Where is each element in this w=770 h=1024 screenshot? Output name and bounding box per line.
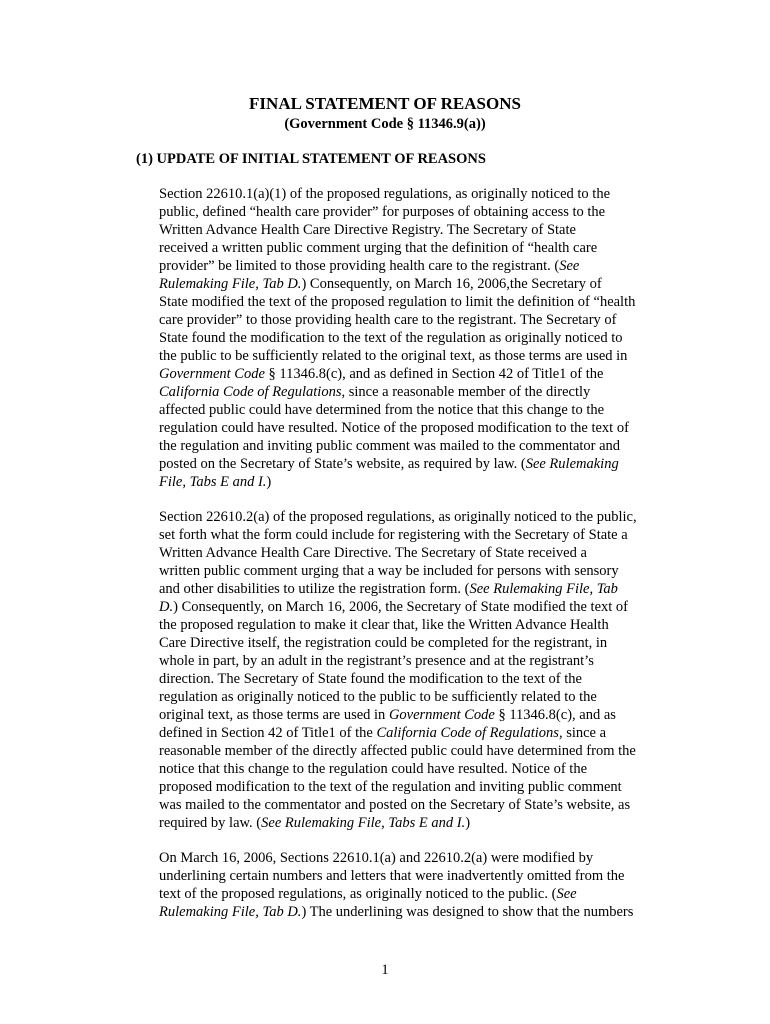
text-line [159, 329, 635, 347]
text-run: , since a [558, 725, 607, 741]
text-run: was mailed to the commentator and posted on the Secretary of State’s website, as [159, 797, 631, 813]
text-run: the public to be sufficiently related to the original text, as those terms are used in [159, 348, 628, 364]
text-line [159, 275, 635, 293]
text-run: text of the proposed regulations, as originally noticed to the public. ( [159, 886, 557, 902]
italic-text: File, Tabs E and I. [159, 474, 267, 490]
text-line [159, 796, 637, 814]
text-line [159, 257, 635, 275]
text-line [159, 778, 637, 796]
text-run: written public comment urging that a way be included for persons with sensory [159, 563, 619, 579]
page-number: 1 [381, 962, 389, 978]
italic-text: Government Code [388, 707, 495, 723]
text-run: Written Advance Health Care Directive. The Secretary of State received a [159, 545, 587, 561]
text-line [159, 580, 637, 598]
text-run: and other disabilities to utilize the registration form. ( [159, 581, 470, 597]
text-run: public, defined “health care provider” for purposes of obtaining access to the [159, 204, 606, 220]
document-title: FINAL STATEMENT OF REASONS [249, 94, 521, 113]
text-line [159, 724, 637, 742]
text-line [159, 616, 637, 634]
italic-text: See Rulemaking File, Tabs E and I. [261, 815, 466, 831]
text-line [159, 383, 635, 401]
text-run: § 11346.8(c), and as defined in Section 42 of Title1 of the [264, 366, 604, 382]
italic-text: Rulemaking File, Tab D. [159, 904, 302, 920]
text-line [159, 634, 637, 652]
text-run: ) Consequently, on March 16, 2006, the Secretary of State modified the text of [173, 599, 628, 615]
text-run: Section 22610.2(a) of the proposed regulations, as originally noticed to the public, [159, 509, 637, 525]
text-run: On March 16, 2006, Sections 22610.1(a) and 22610.2(a) were modified by [159, 850, 594, 866]
text-run: the proposed regulation to make it clear that, like the Written Advance Health [159, 617, 609, 633]
text-run: posted on the Secretary of State’s website, as required by law. ( [159, 456, 526, 472]
paragraph [159, 508, 637, 832]
text-line [159, 867, 633, 885]
text-run: State modified the text of the proposed regulation to limit the definition of “health [159, 294, 636, 310]
text-run: , since a reasonable member of the directly [341, 384, 591, 400]
text-run: Written Advance Health Care Directive Registry. The Secretary of State [159, 222, 576, 238]
text-line [159, 508, 637, 526]
text-run: care provider” to those providing health care to the registrant. The Secretary of [159, 312, 617, 328]
italic-text: See [556, 886, 577, 902]
text-run: underlining certain numbers and letters that were inadvertently omitted from the [159, 868, 625, 884]
text-line [159, 419, 635, 437]
text-run: affected public could have determined from the notice that this change to the [159, 402, 605, 418]
text-run: State found the modification to the text of the regulation as originally noticed to [159, 330, 623, 346]
text-line [159, 706, 637, 724]
text-run: proposed modification to the text of the regulation and inviting public comment [159, 779, 622, 795]
italic-text: See Rulemaking [525, 456, 619, 472]
text-run: ) The underlining was designed to show that the numbers [301, 904, 634, 920]
text-line [159, 185, 635, 203]
text-run: Care Directive itself, the registration could be completed for the registrant, in [159, 635, 608, 651]
text-run: § 11346.8(c), and as [494, 707, 616, 723]
text-line [159, 849, 633, 867]
text-run: notice that this change to the regulation could have resulted. Notice of the [159, 761, 588, 777]
section-heading: (1) UPDATE OF INITIAL STATEMENT OF REASONS [136, 151, 486, 167]
italic-text: Government Code [159, 366, 265, 382]
text-line [159, 455, 635, 473]
text-line [159, 885, 633, 903]
document-subtitle: (Government Code § 11346.9(a)) [284, 116, 486, 132]
text-line [159, 347, 635, 365]
text-line [159, 239, 635, 257]
italic-text: D. [159, 599, 174, 615]
text-run: defined in Section 42 of Title1 of the [159, 725, 377, 741]
text-line [159, 688, 637, 706]
paragraph [159, 185, 635, 491]
text-line [159, 544, 637, 562]
text-line [159, 221, 635, 239]
text-line [159, 203, 635, 221]
text-line [159, 652, 637, 670]
text-line [159, 598, 637, 616]
text-line [159, 562, 637, 580]
text-line [159, 293, 635, 311]
text-line [159, 814, 637, 832]
italic-text: See [559, 258, 580, 274]
text-run: the regulation and inviting public comment was mailed to the commentator and [159, 438, 621, 454]
text-line [159, 365, 635, 383]
text-run: ) [465, 815, 471, 831]
text-line [159, 742, 637, 760]
text-line [159, 401, 635, 419]
text-run: set forth what the form could include for registering with the Secretary of State a [159, 527, 628, 543]
italic-text: See Rulemaking File, Tab [469, 581, 618, 597]
text-run: required by law. ( [159, 815, 262, 831]
text-run: provider” be limited to those providing health care to the registrant. ( [159, 258, 560, 274]
italic-text: Rulemaking File, Tab D. [159, 276, 302, 292]
paragraph [159, 849, 633, 921]
text-line [159, 437, 635, 455]
text-line [159, 760, 637, 778]
text-run: regulation as originally noticed to the public to be sufficiently related to the [159, 689, 597, 705]
text-line [159, 473, 635, 491]
text-run: whole in part, by an adult in the registrant’s presence and at the registrant’s [159, 653, 594, 669]
text-run: reasonable member of the directly affected public could have determined from the [159, 743, 636, 759]
text-run: ) [266, 474, 272, 490]
text-run: regulation could have resulted. Notice of the proposed modification to the text of [159, 420, 629, 436]
text-run: original text, as those terms are used in [159, 707, 389, 723]
text-run: ) Consequently, on March 16, 2006,the Secretary of [301, 276, 602, 292]
text-run: Section 22610.1(a)(1) of the proposed regulations, as originally noticed to the [159, 186, 611, 202]
text-line [159, 311, 635, 329]
text-run: received a written public comment urging that the definition of “health care [159, 240, 598, 256]
italic-text: California Code of Regulations [159, 384, 342, 400]
text-line [159, 526, 637, 544]
italic-text: California Code of Regulations [376, 725, 559, 741]
text-run: direction. The Secretary of State found the modification to the text of the [159, 671, 582, 687]
text-line [159, 670, 637, 688]
text-line [159, 903, 633, 921]
